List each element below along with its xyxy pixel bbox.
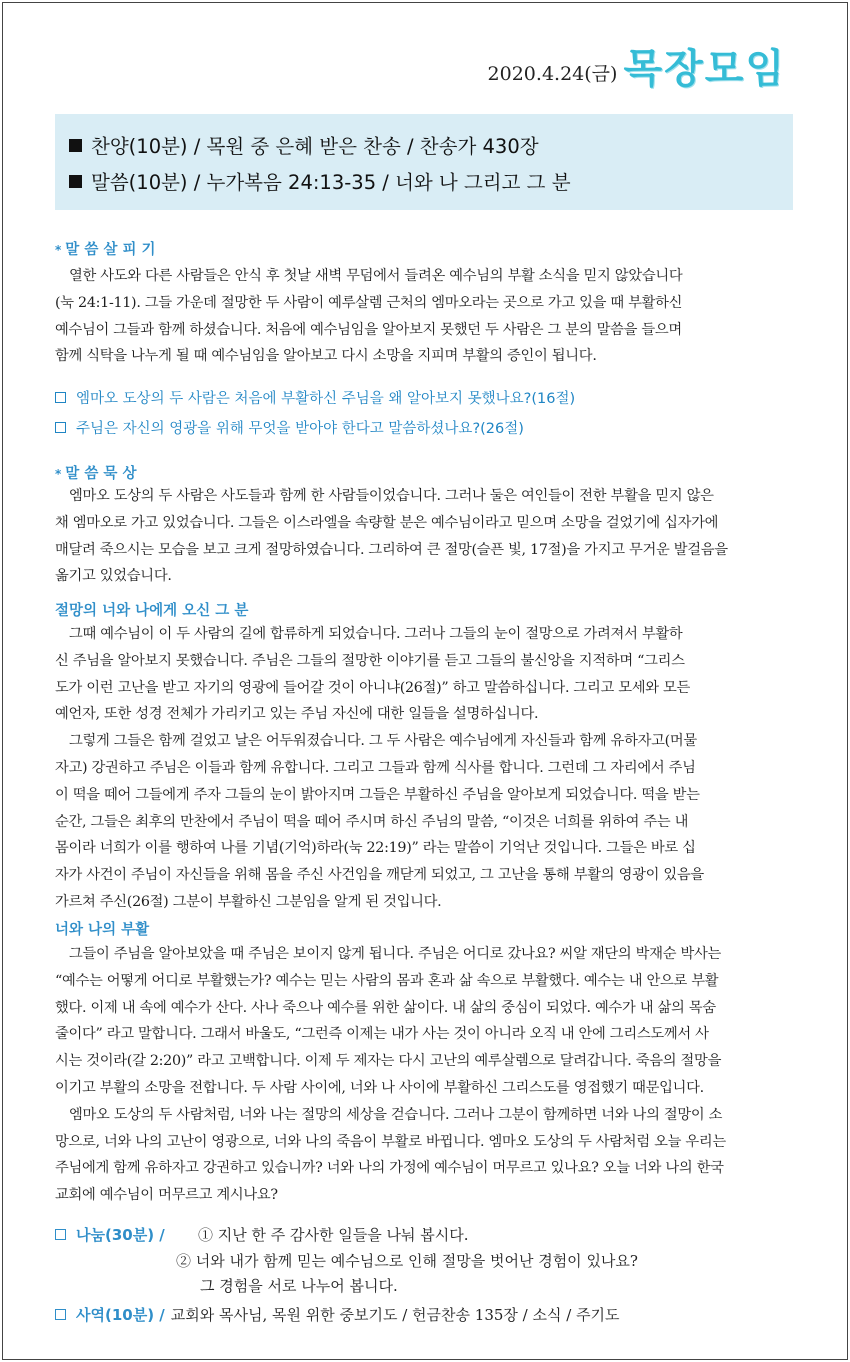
text-line: 그때 예수님이 이 두 사람의 길에 합류하게 되었습니다. 그러나 그들의 눈이 절망으로 가려져서 부활하 — [55, 626, 683, 642]
meeting-date: 2020.4.24(금) — [487, 63, 618, 85]
text-line: 엠마오 도상의 두 사람은 사도들과 함께 한 사람들이었습니다. 그러나 둘은 여인들이 전한 부활을 믿지 않은 — [55, 488, 714, 504]
section-resurrection-body — [55, 941, 795, 1209]
text-line: 신 주님을 알아보지 못했습니다. 주님은 그들의 절망한 이야기를 듣고 그들의 불신앙을 지적하며 “그리스 — [55, 652, 685, 669]
agenda-item-praise — [69, 127, 793, 163]
section-heading-resurrection: 너와 나의 부활 — [55, 922, 150, 938]
agenda-text: 말씀(10분) / 누가복음 24:13-35 / 너와 나 그리고 그 분 — [91, 171, 571, 194]
text-line: 이기고 부활의 소망을 전합니다. 두 사람 사이에, 너와 나 사이에 부활하신 그리스도를 영접했기 때문입니다. — [55, 1079, 704, 1096]
asterisk-icon: * — [55, 467, 62, 481]
sharing-label: 나눔(30분) / — [76, 1226, 165, 1244]
text-line: 그렇게 그들은 함께 걸었고 날은 어두워졌습니다. 그 두 사람은 예수님에게 자신들과 함께 유하자고(머물 — [55, 733, 697, 750]
text-line: 엠마오 도상의 두 사람처럼, 너와 나는 절망의 세상을 걷습니다. 그러나 그분이 함께하면 너와 나의 절망이 소 — [55, 1106, 723, 1123]
text-line: “예수는 어떻게 어디로 부활했는가? 예수는 믿는 사람의 몸과 혼과 삶 속으로 부활했다. 예수는 내 안으로 부활 — [55, 972, 719, 989]
text-line: 이 떡을 떼어 그들에게 주자 그들의 눈이 밝아지며 그들은 부활하신 주님을 알아보게 되었습니다. 떡을 받는 — [55, 786, 700, 803]
text-line: 매달려 죽으시는 모습을 보고 크게 절망하였습니다. 그리하여 큰 절망(슬픈 빛, 17절)을 가지고 무거운 발걸음을 — [55, 541, 728, 558]
agenda-item-word — [69, 163, 793, 199]
sharing-item-1: ① 지난 한 주 감사한 일들을 나눠 봅시다. — [198, 1226, 469, 1244]
text-line: 그들이 주님을 알아보았을 때 주님은 보이지 않게 됩니다. 주님은 어디로 갔나요? 씨알 재단의 박재순 박사는 — [55, 946, 721, 962]
text-line: 옮기고 있었습니다. — [55, 568, 172, 585]
question-2: 주님은 자신의 영광을 위해 무엇을 받아야 한다고 말씀하셨나요?(26절) — [55, 417, 524, 438]
sharing-row — [55, 1224, 469, 1245]
bullet-square-icon — [69, 175, 82, 188]
sharing-item-2-continued: 그 경험을 서로 나누어 봅니다. — [200, 1277, 398, 1295]
text-line: 열한 사도와 다른 사람들은 안식 후 첫날 새벽 무덤에서 들려온 예수님의 부활 소식을 믿지 않았습니다 — [55, 268, 683, 284]
section-heading-despair: 절망의 너와 나에게 오신 그 분 — [55, 603, 249, 619]
ministry-text: 교회와 목사님, 목원 위한 중보기도 / 헌금찬송 135장 / 소식 / 주기도 — [170, 1306, 620, 1324]
text-line: 자가 사건이 주님이 자신들을 위해 몸을 주신 사건임을 깨닫게 되었고, 그 고난을 통해 부활의 영광이 있음을 — [55, 867, 704, 884]
checkbox-square-icon — [55, 392, 66, 403]
text-line: 주님에게 함께 유하자고 강권하고 있습니까? 너와 나의 가정에 예수님이 머무르고 있나요? 오늘 너와 나의 한국 — [55, 1160, 724, 1177]
sharing-item-2: ② 너와 내가 함께 믿는 예수님으로 인해 절망을 벗어난 경험이 있나요? — [176, 1252, 638, 1270]
text-line: 예언자, 또한 성경 전체가 가리키고 있는 주님 자신에 대한 일들을 설명하십니다. — [55, 706, 539, 723]
bullet-square-icon — [69, 139, 82, 152]
checkbox-square-icon — [55, 1309, 66, 1320]
text-line: 시는 것이라(갈 2:20)” 라고 고백합니다. 이제 두 제자는 다시 고난의 예루살렘으로 달려갑니다. 죽음의 절망을 — [55, 1053, 722, 1070]
text-line: 예수님이 그들과 함께 하셨습니다. 처음에 예수님임을 알아보지 못했던 두 사람은 그 분의 말씀을 들으며 — [55, 321, 682, 338]
text-line: 함께 식탁을 나누게 될 때 예수님임을 알아보고 다시 소망을 지피며 부활의 증인이 됩니다. — [55, 348, 597, 365]
text-line: 망으로, 너와 나의 고난이 영광으로, 너와 나의 죽음이 부활로 바뀝니다. 엠마오 도상의 두 사람처럼 오늘 우리는 — [55, 1133, 726, 1150]
ministry-label: 사역(10분) / — [76, 1306, 165, 1324]
text-line: 교회에 예수님이 머무르고 계시나요? — [55, 1187, 278, 1204]
checkbox-square-icon — [55, 422, 66, 433]
text-line: (눅 24:1-11). 그들 가운데 절망한 두 사람이 예루살렘 근처의 엠마오라는 곳으로 가고 있을 때 부활하신 — [55, 294, 683, 311]
text-line: 도가 이런 고난을 받고 자기의 영광에 들어갈 것이 아니냐(26절)” 하고 말씀하십니다. 그리고 모세와 모든 — [55, 679, 691, 696]
text-line: 줄이다” 라고 말합니다. 그래서 바울도, “그런즉 이제는 내가 사는 것이 아니라 오직 내 안에 그리스도께서 사 — [55, 1026, 709, 1043]
section-meditate-body — [55, 483, 795, 590]
text-line: 채 엠마오로 가고 있었습니다. 그들은 이스라엘을 속량할 분은 예수님이라고 믿으며 소망을 걸었기에 십자가에 — [55, 514, 719, 531]
text-line: 몸이라 너희가 이를 행하여 나를 기념(기억)하라(눅 22:19)” 라는 말씀이 기억난 것입니다. 그들은 바로 십 — [55, 840, 696, 857]
section-heading-meditate: * 말 씀 묵 상 — [55, 466, 137, 482]
page-header — [488, 30, 786, 94]
agenda-text: 찬양(10분) / 목원 중 은혜 받은 찬송 / 찬송가 430장 — [91, 135, 539, 158]
checkbox-square-icon — [55, 1229, 66, 1240]
section-heading-observe: * 말 씀 살 피 기 — [55, 242, 156, 258]
text-line: 순간, 그들은 최후의 만찬에서 주님이 떡을 떼어 주시며 하신 주님의 말씀, “이것은 너희를 위하여 주는 내 — [55, 813, 689, 830]
page-title: 목장모임 — [623, 46, 786, 92]
agenda-box — [55, 114, 793, 210]
text-line: 자고) 강권하고 주님은 이들과 함께 유합니다. 그리고 그들과 함께 식사를 합니다. 그런데 그 자리에서 주님 — [55, 759, 696, 776]
question-1: 엠마오 도상의 두 사람은 처음에 부활하신 주님을 왜 알아보지 못했나요?(16절) — [55, 387, 575, 408]
section-despair-body — [55, 621, 795, 916]
text-line: 가르쳐 주신(26절) 그분이 부활하신 그분임을 알게 된 것입니다. — [55, 893, 442, 910]
text-line: 했다. 이제 내 속에 예수가 산다. 사나 죽으나 예수를 위한 삶이다. 내 삶의 중심이 되었다. 예수가 내 삶의 목숨 — [55, 999, 716, 1016]
section-observe-body — [55, 263, 795, 370]
ministry-row — [55, 1304, 620, 1325]
asterisk-icon: * — [55, 243, 62, 257]
